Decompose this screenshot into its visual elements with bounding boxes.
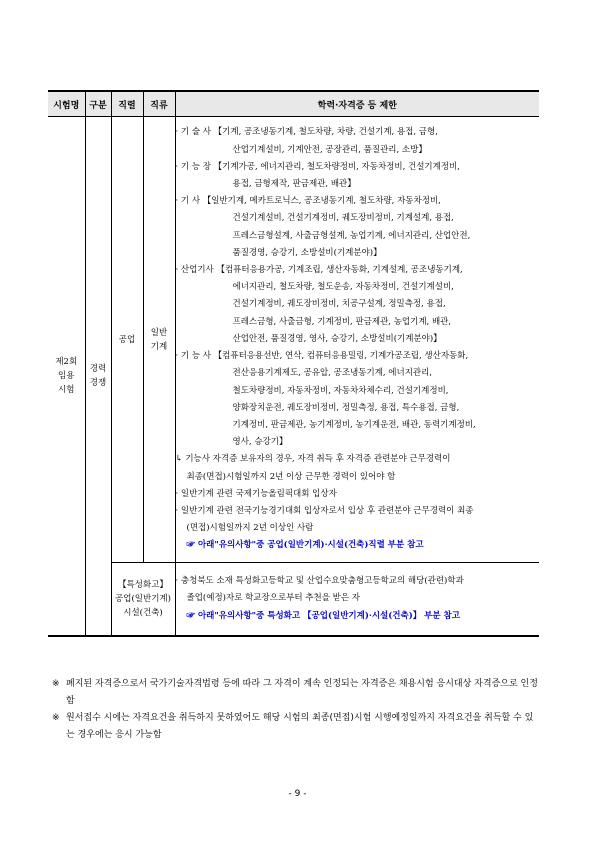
qualification-line: 품질경영, 승강기, 소방설비(기계분야)】 — [232, 247, 382, 258]
note-text: 폐지된 자격증으로서 국가기술자격법령 등에 따라 그 자격이 계속 인정되는 자격증은 채용시험 응시대상 자격증으로 인정함 — [66, 679, 538, 706]
special-qualification-cell — [175, 563, 539, 637]
qualification-line: · 일반기계 관련 국제기능올림픽대회 입상자 — [175, 488, 337, 499]
qualification-line: 철도차량정비, 자동차정비, 자동차차체수리, 건설기계정비, — [232, 385, 449, 396]
header-category: 구분 — [85, 91, 111, 117]
note-item — [52, 710, 542, 744]
page-number: - 9 - — [288, 789, 307, 799]
qualification-line: (면접)시험일까지 2년 이상인 사람 — [186, 523, 314, 534]
header-qualification: 학력·자격증 등 제한 — [175, 91, 539, 117]
table-header-row — [48, 91, 539, 117]
qualification-line: · 기 사 【일반기계, 메카트로닉스, 공조냉동기계, 철도차량, 자동차정비, — [175, 196, 441, 207]
note-mark: ※ — [52, 679, 60, 689]
subseries-cell — [143, 117, 175, 563]
qualification-line: 건설기계설비, 건설기계정비, 궤도장비정비, 기계설계, 용접, — [232, 213, 454, 224]
note-text: 원서접수 시에는 자격요건을 취득하지 못하였어도 해당 시험의 최종(면접)시험 시행예정일까지 자격요건을 취득할 수 있는 경우에는 응시 가능함 — [66, 713, 534, 740]
qualification-line: 프레스금형설계, 사출금형설계, 농업기계, 에너지관리, 산업안전, — [232, 230, 471, 241]
qualification-cell — [175, 117, 539, 563]
special-label-line: 시설(건축) — [123, 608, 163, 618]
special-label-line: 공업(일반기계) — [115, 594, 171, 604]
qualification-line: · 기 능 장 【기계가공, 에너지관리, 철도차량정비, 자동차정비, 건설기계정비, — [175, 161, 460, 172]
qualification-line: · 일반기계 관련 전국기능경기대회 입상자로서 입상 후 관련분야 근무경력이 최종 — [175, 505, 474, 516]
qualification-line: 영사, 승강기】 — [232, 437, 288, 448]
category-line: 경쟁 — [89, 378, 107, 388]
subseries-line: 기계 — [150, 341, 168, 352]
category-line: 경력 — [89, 364, 107, 374]
qualification-table — [48, 90, 539, 637]
qualification-line: 전산응용기계제도, 공유압, 공조냉동기계, 에너지관리, — [232, 368, 433, 379]
qualification-line: · 충청북도 소재 특성화고등학교 및 산업수요맞춤형고등학교의 해당(관련)학과 — [175, 576, 464, 587]
series-cell: 공업 — [111, 117, 143, 563]
subseries-line: 일반 — [150, 327, 168, 338]
category-cell — [85, 117, 111, 637]
table-row — [48, 563, 539, 637]
reference-note: ☞ 아래"유의사항"중 특성화고 【공업(일반기계)·시설(건축)】 부분 참고 — [186, 610, 460, 621]
special-label-cell — [111, 563, 175, 637]
qualification-line: 용접, 금형제작, 판금제관, 배관】 — [232, 179, 356, 190]
qualification-line: · 기 술 사 【기계, 공조냉동기계, 철도차량, 차량, 건설기계, 용접, 금형, — [175, 127, 438, 138]
reference-note: ☞ 아래"유의사항"중 공업(일반기계)·시설(건축)직렬 부분 참고 — [186, 540, 424, 551]
qualification-line: · 기 능 사 【컴퓨터응용선반, 연삭, 컴퓨터응용밀링, 기계가공조립, 생산자동화, — [175, 351, 469, 362]
header-subseries: 직류 — [143, 91, 175, 117]
qualification-line: 졸업(예정)자로 학교장으로부터 추천을 받은 자 — [186, 593, 360, 604]
qualification-note: ↳ 기능사 자격증 보유자의 경우, 자격 취득 후 자격증 관련분야 근무경력이 — [175, 454, 451, 465]
exam-name-line: 임용 — [58, 371, 75, 381]
exam-name-line: 제2회 — [55, 357, 78, 367]
header-exam-name: 시험명 — [48, 91, 85, 117]
note-item — [52, 676, 542, 710]
notes-section — [52, 676, 542, 744]
table-row — [48, 117, 539, 563]
qualification-line: 기계정비, 판금제관, 농기계정비, 농기계운전, 배관, 동력기계정비, — [232, 419, 476, 430]
qualification-line: 건설기계정비, 궤도장비정비, 치공구설계, 정밀측정, 용접, — [232, 299, 446, 310]
exam-name-line: 시험 — [58, 385, 75, 395]
qualification-line: 양화장치운전, 궤도장비정비, 정밀측정, 용접, 특수용접, 금형, — [232, 402, 460, 413]
qualification-line: 에너지관리, 철도차량, 철도운송, 자동차정비, 건설기계설비, — [232, 282, 454, 293]
qualification-note: 최종(면접)시험일까지 2년 이상 근무한 경력이 있어야 함 — [186, 471, 396, 482]
exam-name-cell — [48, 117, 85, 637]
special-label-line: 【특성화고】 — [118, 580, 168, 590]
qualification-line: · 산업기사 【컴퓨터응용가공, 기계조립, 생산자동화, 기계설계, 공조냉동기계, — [175, 265, 463, 276]
header-series: 직렬 — [111, 91, 143, 117]
qualification-line: 산업안전, 품질경영, 영사, 승강기, 소방설비(기계분야)】 — [232, 333, 442, 344]
qualification-line: 프레스금형, 사출금형, 기계정비, 판금제관, 농업기계, 배관, — [232, 316, 452, 327]
qualification-line: 산업기계설비, 기계안전, 공장관리, 품질관리, 소방】 — [232, 144, 427, 155]
note-mark: ※ — [52, 713, 60, 723]
